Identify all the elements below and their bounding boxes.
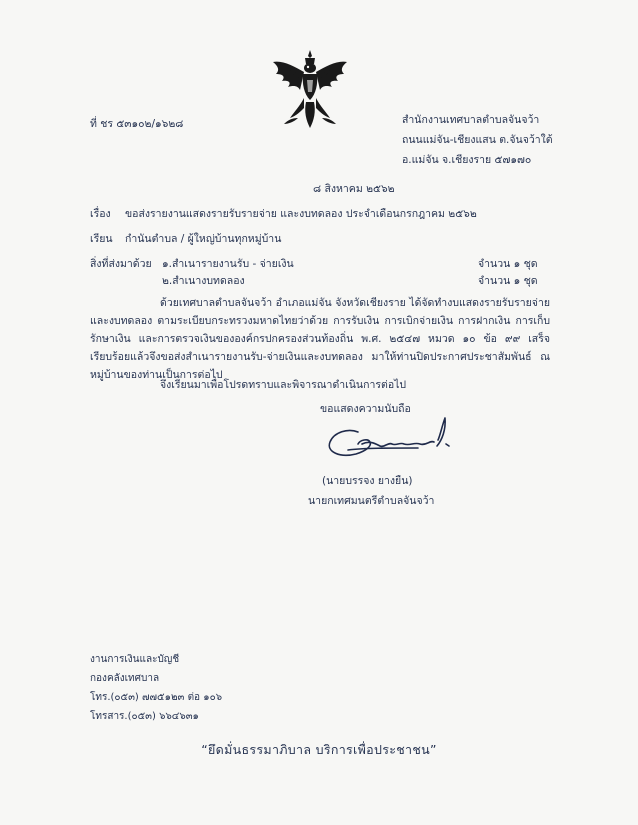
letter-date: ๘ สิงหาคม ๒๕๖๒ <box>313 183 395 195</box>
signatory-title: นายกเทศมนตรีตำบลจันจว้า <box>308 495 435 507</box>
document-number: ที่ ชร ๕๓๑๐๒/๑๖๒๘ <box>90 118 184 130</box>
enclosures-label: สิ่งที่ส่งมาด้วย <box>90 258 152 270</box>
closing-paragraph: จึงเรียนมาเพื่อโปรดทราบและพิจารณาดำเนินการต่อไป <box>160 379 407 391</box>
contact-phone: โทร.(๐๕๓) ๗๗๕๑๒๓ ต่อ ๑๐๖ <box>90 692 223 703</box>
garuda-emblem-icon <box>270 48 350 130</box>
contact-fax: โทรสาร.(๐๕๓) ๖๖๔๖๓๑ <box>90 711 199 722</box>
contact-department: งานการเงินและบัญชี <box>90 654 180 665</box>
body-paragraph: ด้วยเทศบาลตำบลจันจว้า อำเภอแม่จัน จังหวัดเชียงราย ได้จัดทำงบแสดงรายรับรายจ่าย และงบทดลอง ตามระเบียบกระทรวงมหาดไทยว่าด้วย การรับเงิน การเบิกจ่ายเงิน การฝากเงิน การเก็บรักษาเงิน และการตรวจเงินขององค์กรปกครองส่วนท้องถิ่น พ.ศ. ๒๕๔๗ หมวด ๑๐ ข้อ ๙๙ เสร็จเรียบร้อยแล้วจึงขอส่งสำเนารายงานรับ-จ่ายเงินและงบทดลอง มาให้ท่านปิดประกาศประชาสัมพันธ์ ณ หมู่บ้านของท่านเป็นการต่อไป <box>90 297 550 381</box>
sender-address-line-1: สำนักงานเทศบาลตำบลจันจว้า <box>402 114 540 126</box>
enclosure-item-1: ๑.สำเนารายงานรับ - จ่ายเงิน <box>162 258 294 270</box>
sender-address-line-2: ถนนแม่จัน-เชียงแสน ต.จันจว้าใต้ <box>402 134 553 146</box>
sender-address-line-3: อ.แม่จัน จ.เชียงราย ๕๗๑๗๐ <box>402 154 532 166</box>
motto: “ยึดมั่นธรรมาภิบาล บริการเพื่อประชาชน” <box>201 742 437 757</box>
recipient-label: เรียน <box>90 233 113 245</box>
enclosure-qty-2: จำนวน ๑ ชุด <box>478 275 538 287</box>
salutation: ขอแสดงความนับถือ <box>320 403 411 415</box>
recipient-text: กำนันตำบล / ผู้ใหญ่บ้านทุกหมู่บ้าน <box>125 233 282 245</box>
enclosure-item-2: ๒.สำเนางบทดลอง <box>162 275 245 287</box>
handwritten-signature <box>318 410 468 466</box>
contact-division: กองคลังเทศบาล <box>90 673 160 684</box>
subject-label: เรื่อง <box>90 208 111 220</box>
enclosure-qty-1: จำนวน ๑ ชุด <box>478 258 538 270</box>
signatory-name: (นายบรรจง ยางยืน) <box>322 475 413 487</box>
subject-text: ขอส่งรายงานแสดงรายรับรายจ่าย และงบทดลอง ประจำเดือนกรกฎาคม ๒๕๖๒ <box>125 208 477 220</box>
